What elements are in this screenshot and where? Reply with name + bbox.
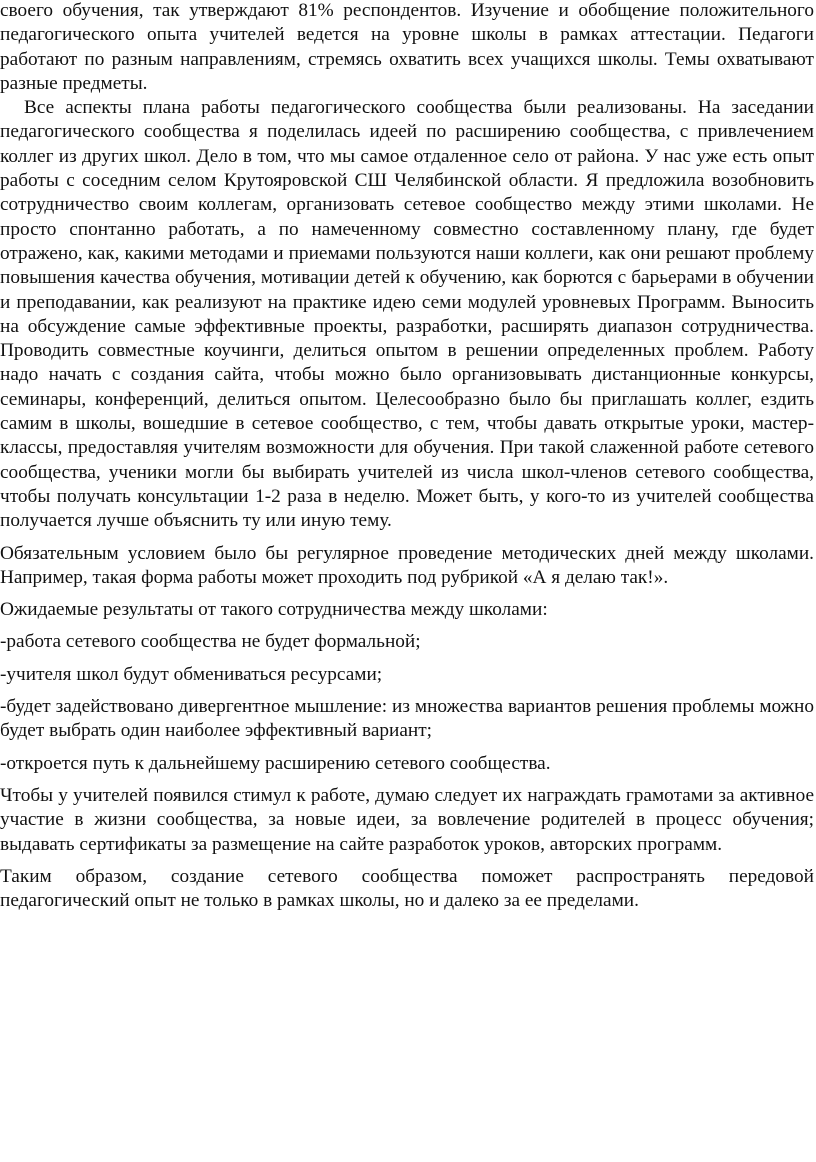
list-item-result-4: -откроется путь к дальнейшему расширению сетевого сообщества. — [0, 752, 551, 774]
list-item-result-2: -учителя школ будут обмениваться ресурсами; — [0, 663, 383, 685]
list-item-result-3: -будет задействовано дивергентное мышление: из множества вариантов решения проблемы можно будет выбрать один наиболее эффективный вариант; — [0, 696, 814, 742]
paragraph-incentives: Чтобы у учителей появился стимул к работе, думаю следует их награждать грамотами за активное участие в жизни сообщества, за новые идеи, за вовлечение родителей в процесс обучения; выдавать сертификаты за размещение на сайте разработок уроков, авторских программ. — [0, 784, 814, 855]
paragraph-conclusion: Таким образом, создание сетевого сообщества поможет распространять передовой педагогический опыт не только в рамках школы, но и далеко за ее пределами. — [0, 865, 814, 912]
paragraph-plan-implementation: Все аспекты плана работы педагогического сообщества были реализованы. На заседании педагогического сообщества я поделилась идеей по расширению сообщества, с привлечением коллег из других школ. Дело в том, что мы самое отдаленное село от района. У нас уже есть опыт работы с соседним селом Крутояровской СШ Челябинской области. Я предложила возобновить сотрудничество своим коллегам, организовать сетевое сообщество между этими школами. Не просто спонтанно работать, а по намеченному совместно составленному плану, где будет отражено, как, какими методами и приемами пользуются наши коллеги, как они решают проблему повышения качества обучения, мотивации детей к обучению, как борются с барьерами в обучении и преподавании, как реализуют на практике идею семи модулей уровневых Программ. Выносить на обсуждение самые эффективные проекты, разработки, расширять диапазон сотрудничества. Проводить совместные коучинги, делиться опытом в решении определенных проблем. Работу надо начать с создания сайта, чтобы можно было организовывать дистанционные конкурсы, семинары, конференций, делиться опытом. Целесообразно было бы приглашать коллег, ездить самим в школы, вошедшие в сетевое сообщество, с тем, чтобы давать открытые уроки, мастер-классы, предоставляя учителям возможности для обучения. При такой слаженной работе сетевого сообщества, ученики могли бы выбирать учителей из числа школ-членов сетевого сообщества, чтобы получать консультации 1-2 раза в неделю. Может быть, у кого-то из учителей сообщества получается лучше объяснить ту или иную тему. — [0, 97, 814, 532]
paragraph-expected-results-heading: Ожидаемые результаты от такого сотрудничества между школами: — [0, 599, 548, 621]
list-item-result-1: -работа сетевого сообщества не будет формальной; — [0, 631, 421, 653]
paragraph-intro: своего обучения, так утверждают 81% респондентов. Изучение и обобщение положительного педагогического опыта учителей ведется на уровне школы в рамках аттестации. Педагоги работают по разным направлениям, стремясь охватить всех учащихся школы. Темы охватывают разные предметы. — [0, 0, 814, 94]
paragraph-methodical-days: Обязательным условием было бы регулярное проведение методических дней между школами. Например, такая форма работы может проходить под рубрикой «А я делаю так!». — [0, 542, 814, 588]
